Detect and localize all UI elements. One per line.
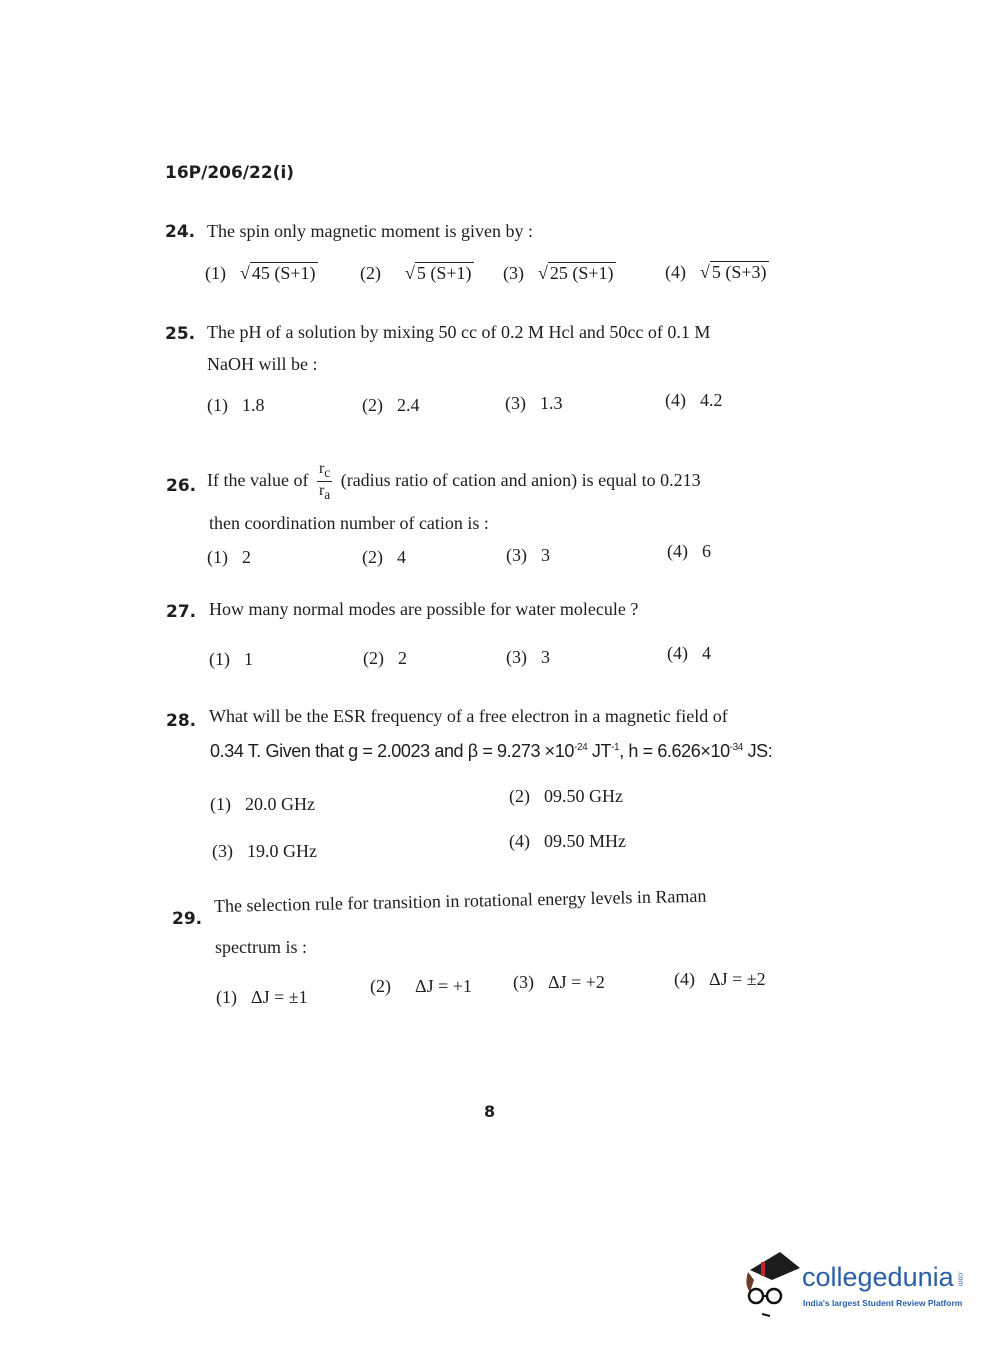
option-4 xyxy=(667,643,711,664)
option-1 xyxy=(207,395,265,416)
option-2 xyxy=(362,395,420,416)
option-value: 25 (S+1) xyxy=(549,263,614,283)
option-value: 09.50 MHz xyxy=(544,831,626,851)
logo-wordmark-row xyxy=(802,1262,964,1292)
option-1 xyxy=(210,794,315,815)
option-value: 4.2 xyxy=(700,390,723,410)
option-label: (2) xyxy=(363,648,384,668)
option-value: 2.4 xyxy=(397,395,420,415)
option-value: 1.8 xyxy=(242,395,265,415)
option-label: (2) xyxy=(362,547,383,567)
option-label: (2) xyxy=(509,786,530,806)
option-3 xyxy=(505,393,563,414)
option-value: 4 xyxy=(397,547,406,567)
option-2 xyxy=(363,648,407,669)
option-label: (3) xyxy=(506,545,527,565)
option-label: (1) xyxy=(207,547,228,567)
question-number: 29. xyxy=(172,909,203,929)
option-value: 19.0 GHz xyxy=(247,841,317,861)
stem-text: If the value of xyxy=(207,469,309,490)
stem-text: , h = 6.626×10 xyxy=(619,741,730,761)
exponent: -1 xyxy=(611,742,620,753)
option-value: 3 xyxy=(541,647,550,667)
option-label: (4) xyxy=(667,541,688,561)
option-2 xyxy=(362,547,406,568)
exponent: -34 xyxy=(729,742,743,753)
question-stem-line-2 xyxy=(210,741,772,762)
collegedunia-logo xyxy=(742,1250,992,1320)
question-stem: How many normal modes are possible for water molecule ? xyxy=(209,599,639,619)
option-value: 45 (S+1) xyxy=(251,263,316,283)
logo-tagline: India's largest Student Review Platform xyxy=(803,1298,963,1308)
option-value: ΔJ = +2 xyxy=(548,972,605,992)
option-3: (3) √ 25 (S+1) xyxy=(503,263,614,283)
question-number: 24. xyxy=(165,222,196,242)
option-1: (1) √ 45 (S+1) xyxy=(205,263,316,283)
option-label: (3) xyxy=(506,647,527,667)
option-3 xyxy=(506,647,550,668)
option-value: 5 (S+1) xyxy=(416,263,472,283)
option-value: 1 xyxy=(244,649,253,669)
option-1 xyxy=(209,649,253,670)
stem-text: 0.34 T. Given that g = 2.0023 and β = 9.273 ×10 xyxy=(210,741,575,761)
question-stem-line-2: NaOH will be : xyxy=(207,354,318,374)
option-label: (4) xyxy=(509,831,530,851)
option-value: 2 xyxy=(398,648,407,668)
option-label: (4) xyxy=(665,390,686,410)
option-value: ΔJ = ±1 xyxy=(251,987,308,1007)
option-label: (2) xyxy=(370,976,391,996)
question-stem-line-1: What will be the ESR frequency of a free electron in a magnetic field of xyxy=(209,706,728,726)
fraction-numerator: r xyxy=(318,460,325,477)
option-value: 1.3 xyxy=(540,393,563,413)
option-4 xyxy=(674,969,766,990)
option-value: 3 xyxy=(541,545,550,565)
denominator-subscript: a xyxy=(324,487,331,503)
option-label: (4) xyxy=(674,969,695,989)
option-3 xyxy=(513,972,605,993)
option-1 xyxy=(207,547,251,568)
option-label: (3) xyxy=(503,263,524,283)
question-stem-line-2: then coordination number of cation is : xyxy=(209,513,489,533)
question-stem-line-2: spectrum is : xyxy=(215,937,307,957)
question-number: 26. xyxy=(166,476,197,496)
radius-ratio-fraction xyxy=(317,460,332,503)
question-stem-line-1: The pH of a solution by mixing 50 cc of 0.2 M Hcl and 50cc of 0.1 M xyxy=(207,322,711,342)
option-value: 5 (S+3) xyxy=(711,262,767,282)
option-4: (4) √ 5 (S+3) xyxy=(665,262,767,282)
question-stem-line-1: The selection rule for transition in rotational energy levels in Raman xyxy=(213,885,707,916)
option-2: (2) √ 5 (S+1) xyxy=(360,263,472,283)
option-value: ΔJ = ±2 xyxy=(709,969,766,989)
option-label: (1) xyxy=(207,395,228,415)
option-value: 4 xyxy=(702,643,711,663)
stem-text: JT xyxy=(587,741,612,761)
question-stem: The spin only magnetic moment is given by : xyxy=(207,221,533,241)
numerator-subscript: c xyxy=(324,465,331,481)
option-label: (1) xyxy=(205,263,226,283)
option-value: 6 xyxy=(702,541,711,561)
option-2 xyxy=(370,976,472,997)
option-4 xyxy=(665,390,723,411)
option-label: (4) xyxy=(665,262,686,282)
question-number: 27. xyxy=(166,602,197,622)
option-4 xyxy=(667,541,711,562)
stem-text: (radius ratio of cation and anion) is equal to 0.213 xyxy=(340,469,701,490)
option-label: (3) xyxy=(212,841,233,861)
option-label: (3) xyxy=(505,393,526,413)
paper-code: 16P/206/22(i) xyxy=(165,163,295,183)
option-4 xyxy=(509,831,626,852)
option-label: (3) xyxy=(513,972,534,992)
stem-text: JS: xyxy=(742,741,773,761)
logo-wordmark: collegedunia xyxy=(802,1262,954,1292)
option-3 xyxy=(212,841,317,862)
option-1 xyxy=(216,987,308,1008)
mascot-icon xyxy=(742,1250,802,1320)
question-number: 25. xyxy=(165,324,196,344)
question-stem-line-1 xyxy=(207,460,701,503)
question-number: 28. xyxy=(166,711,197,731)
option-value: ΔJ = +1 xyxy=(415,976,472,996)
option-value: 09.50 GHz xyxy=(544,786,623,806)
option-label: (1) xyxy=(210,794,231,814)
option-label: (2) xyxy=(360,263,381,283)
exponent: -24 xyxy=(574,742,588,753)
option-2 xyxy=(509,786,623,807)
option-label: (1) xyxy=(209,649,230,669)
page-number: 8 xyxy=(484,1102,496,1121)
option-value: 2 xyxy=(242,547,251,567)
option-3 xyxy=(506,545,550,566)
logo-suffix: .com xyxy=(956,1271,964,1287)
option-label: (4) xyxy=(667,643,688,663)
option-label: (2) xyxy=(362,395,383,415)
option-label: (1) xyxy=(216,987,237,1007)
option-value: 20.0 GHz xyxy=(245,794,315,814)
fraction-denominator: r xyxy=(318,482,325,500)
